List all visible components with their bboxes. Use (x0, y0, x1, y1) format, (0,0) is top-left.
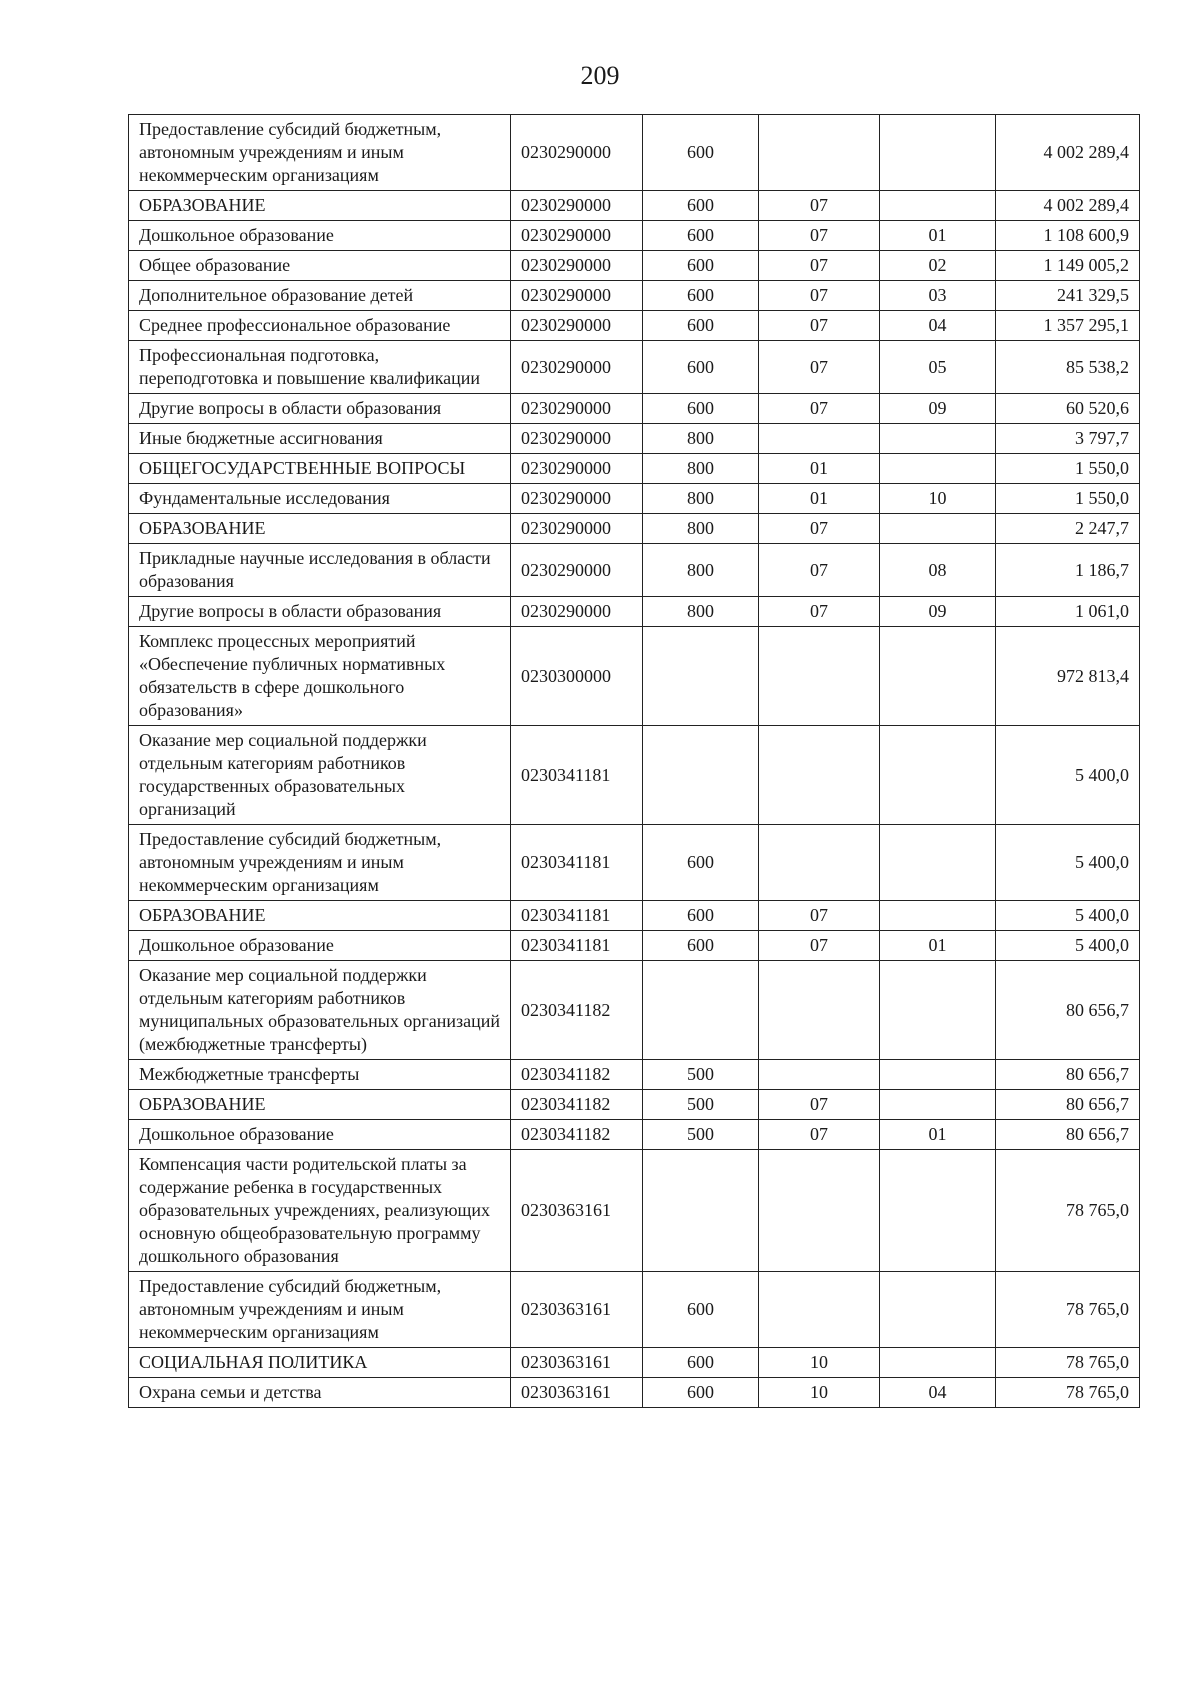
cell-amount: 5 400,0 (996, 931, 1140, 961)
cell-section: 10 (759, 1348, 880, 1378)
cell-name: Прикладные научные исследования в области образования (129, 544, 511, 597)
cell-name: Комплекс процессных мероприятий «Обеспечение публичных нормативных обязательств в сфере дошкольного образования» (129, 627, 511, 726)
cell-target-article: 0230341181 (511, 931, 643, 961)
cell-section: 07 (759, 901, 880, 931)
cell-name: Оказание мер социальной поддержки отдельным категориям работников муниципальных образовательных организаций (межбюджетные трансферты) (129, 961, 511, 1060)
cell-target-article: 0230300000 (511, 627, 643, 726)
table-row (129, 1150, 1140, 1272)
cell-expense-type: 800 (643, 484, 759, 514)
cell-section: 07 (759, 221, 880, 251)
cell-target-article: 0230363161 (511, 1272, 643, 1348)
cell-target-article: 0230290000 (511, 597, 643, 627)
cell-target-article: 0230341182 (511, 961, 643, 1060)
cell-section (759, 1150, 880, 1272)
cell-amount: 78 765,0 (996, 1378, 1140, 1408)
cell-expense-type: 600 (643, 901, 759, 931)
cell-target-article: 0230341181 (511, 825, 643, 901)
cell-subsection: 01 (880, 931, 996, 961)
table-row (129, 627, 1140, 726)
table-row (129, 1348, 1140, 1378)
cell-amount: 78 765,0 (996, 1272, 1140, 1348)
cell-expense-type: 600 (643, 191, 759, 221)
table-row (129, 281, 1140, 311)
cell-section: 07 (759, 931, 880, 961)
cell-expense-type: 600 (643, 221, 759, 251)
cell-section (759, 115, 880, 191)
table-row (129, 394, 1140, 424)
cell-section: 07 (759, 311, 880, 341)
cell-name: Охрана семьи и детства (129, 1378, 511, 1408)
cell-name: Дошкольное образование (129, 1120, 511, 1150)
budget-table-body (129, 115, 1140, 1408)
cell-subsection: 09 (880, 597, 996, 627)
cell-name: ОБРАЗОВАНИЕ (129, 901, 511, 931)
cell-target-article: 0230363161 (511, 1150, 643, 1272)
table-row (129, 484, 1140, 514)
table-row (129, 1378, 1140, 1408)
cell-target-article: 0230290000 (511, 394, 643, 424)
cell-subsection: 02 (880, 251, 996, 281)
table-row (129, 1120, 1140, 1150)
cell-name: Другие вопросы в области образования (129, 394, 511, 424)
cell-name: Межбюджетные трансферты (129, 1060, 511, 1090)
table-row (129, 115, 1140, 191)
cell-section (759, 961, 880, 1060)
cell-expense-type: 600 (643, 394, 759, 424)
cell-amount: 80 656,7 (996, 961, 1140, 1060)
cell-subsection (880, 1150, 996, 1272)
cell-name: Другие вопросы в области образования (129, 597, 511, 627)
cell-expense-type: 600 (643, 341, 759, 394)
cell-section: 01 (759, 454, 880, 484)
cell-amount: 60 520,6 (996, 394, 1140, 424)
cell-subsection: 10 (880, 484, 996, 514)
cell-section: 07 (759, 191, 880, 221)
cell-amount: 85 538,2 (996, 341, 1140, 394)
page-number: 209 (580, 61, 620, 90)
cell-amount: 1 357 295,1 (996, 311, 1140, 341)
cell-subsection (880, 514, 996, 544)
cell-target-article: 0230290000 (511, 251, 643, 281)
table-row (129, 931, 1140, 961)
cell-subsection: 01 (880, 1120, 996, 1150)
cell-amount: 80 656,7 (996, 1090, 1140, 1120)
cell-section: 07 (759, 1120, 880, 1150)
cell-target-article: 0230341182 (511, 1060, 643, 1090)
table-row (129, 1060, 1140, 1090)
cell-name: Дошкольное образование (129, 221, 511, 251)
cell-name: Иные бюджетные ассигнования (129, 424, 511, 454)
cell-name: Оказание мер социальной поддержки отдельным категориям работников государственных образовательных организаций (129, 726, 511, 825)
cell-expense-type (643, 726, 759, 825)
cell-section: 07 (759, 281, 880, 311)
cell-name: Фундаментальные исследования (129, 484, 511, 514)
cell-name: Среднее профессиональное образование (129, 311, 511, 341)
cell-amount: 4 002 289,4 (996, 191, 1140, 221)
cell-expense-type: 600 (643, 1378, 759, 1408)
cell-expense-type (643, 1150, 759, 1272)
cell-subsection (880, 901, 996, 931)
table-row (129, 825, 1140, 901)
table-row (129, 341, 1140, 394)
cell-target-article: 0230290000 (511, 281, 643, 311)
cell-section (759, 726, 880, 825)
cell-expense-type: 600 (643, 115, 759, 191)
cell-target-article: 0230341181 (511, 726, 643, 825)
cell-expense-type: 600 (643, 1272, 759, 1348)
cell-target-article: 0230290000 (511, 191, 643, 221)
cell-amount: 78 765,0 (996, 1150, 1140, 1272)
cell-subsection (880, 1272, 996, 1348)
cell-target-article: 0230290000 (511, 115, 643, 191)
table-row (129, 311, 1140, 341)
cell-subsection (880, 726, 996, 825)
cell-expense-type: 800 (643, 424, 759, 454)
cell-amount: 2 247,7 (996, 514, 1140, 544)
cell-target-article: 0230290000 (511, 454, 643, 484)
cell-amount: 241 329,5 (996, 281, 1140, 311)
cell-section (759, 424, 880, 454)
cell-name: Предоставление субсидий бюджетным, автономным учреждениям и иным некоммерческим организациям (129, 825, 511, 901)
cell-name: Дошкольное образование (129, 931, 511, 961)
cell-target-article: 0230290000 (511, 341, 643, 394)
cell-expense-type: 500 (643, 1060, 759, 1090)
cell-subsection (880, 825, 996, 901)
cell-subsection: 04 (880, 1378, 996, 1408)
cell-subsection: 08 (880, 544, 996, 597)
cell-subsection (880, 1090, 996, 1120)
cell-amount: 5 400,0 (996, 825, 1140, 901)
cell-expense-type: 600 (643, 281, 759, 311)
cell-subsection (880, 961, 996, 1060)
cell-expense-type: 600 (643, 825, 759, 901)
cell-amount: 4 002 289,4 (996, 115, 1140, 191)
cell-section (759, 1272, 880, 1348)
table-row (129, 961, 1140, 1060)
cell-expense-type: 600 (643, 251, 759, 281)
cell-section (759, 1060, 880, 1090)
cell-amount: 972 813,4 (996, 627, 1140, 726)
cell-subsection (880, 627, 996, 726)
cell-target-article: 0230290000 (511, 514, 643, 544)
cell-amount: 1 061,0 (996, 597, 1140, 627)
cell-subsection (880, 424, 996, 454)
cell-target-article: 0230341182 (511, 1120, 643, 1150)
cell-name: ОБЩЕГОСУДАРСТВЕННЫЕ ВОПРОСЫ (129, 454, 511, 484)
cell-subsection (880, 454, 996, 484)
cell-target-article: 0230363161 (511, 1378, 643, 1408)
cell-section (759, 825, 880, 901)
cell-target-article: 0230290000 (511, 311, 643, 341)
cell-expense-type: 800 (643, 514, 759, 544)
table-row (129, 424, 1140, 454)
cell-expense-type: 600 (643, 931, 759, 961)
cell-subsection (880, 115, 996, 191)
cell-amount: 80 656,7 (996, 1120, 1140, 1150)
budget-table (128, 114, 1140, 1408)
cell-section (759, 627, 880, 726)
cell-section: 10 (759, 1378, 880, 1408)
table-row (129, 251, 1140, 281)
cell-name: Компенсация части родительской платы за содержание ребенка в государственных образовательных учреждениях, реализующих основную общеобразовательную программу дошкольного образования (129, 1150, 511, 1272)
cell-subsection (880, 1348, 996, 1378)
cell-name: Общее образование (129, 251, 511, 281)
cell-amount: 80 656,7 (996, 1060, 1140, 1090)
cell-section: 07 (759, 251, 880, 281)
cell-target-article: 0230341182 (511, 1090, 643, 1120)
cell-expense-type: 500 (643, 1120, 759, 1150)
cell-name: Профессиональная подготовка, переподготовка и повышение квалификации (129, 341, 511, 394)
cell-name: СОЦИАЛЬНАЯ ПОЛИТИКА (129, 1348, 511, 1378)
table-row (129, 544, 1140, 597)
cell-subsection (880, 1060, 996, 1090)
cell-subsection: 05 (880, 341, 996, 394)
cell-subsection (880, 191, 996, 221)
cell-section: 07 (759, 514, 880, 544)
cell-name: ОБРАЗОВАНИЕ (129, 191, 511, 221)
cell-expense-type: 800 (643, 597, 759, 627)
table-row (129, 901, 1140, 931)
cell-amount: 1 108 600,9 (996, 221, 1140, 251)
table-row (129, 454, 1140, 484)
table-row (129, 221, 1140, 251)
table-row (129, 1272, 1140, 1348)
cell-section: 07 (759, 341, 880, 394)
cell-target-article: 0230290000 (511, 221, 643, 251)
table-row (129, 726, 1140, 825)
cell-subsection: 03 (880, 281, 996, 311)
cell-amount: 78 765,0 (996, 1348, 1140, 1378)
cell-section: 07 (759, 1090, 880, 1120)
cell-amount: 1 550,0 (996, 454, 1140, 484)
cell-name: Предоставление субсидий бюджетным, автономным учреждениям и иным некоммерческим организациям (129, 115, 511, 191)
cell-amount: 5 400,0 (996, 726, 1140, 825)
cell-name: Дополнительное образование детей (129, 281, 511, 311)
cell-subsection: 04 (880, 311, 996, 341)
cell-subsection: 01 (880, 221, 996, 251)
cell-target-article: 0230341181 (511, 901, 643, 931)
cell-section: 07 (759, 394, 880, 424)
table-row (129, 191, 1140, 221)
cell-target-article: 0230363161 (511, 1348, 643, 1378)
cell-expense-type: 800 (643, 544, 759, 597)
cell-name: Предоставление субсидий бюджетным, автономным учреждениям и иным некоммерческим организациям (129, 1272, 511, 1348)
cell-expense-type: 800 (643, 454, 759, 484)
table-row (129, 1090, 1140, 1120)
cell-section: 07 (759, 544, 880, 597)
cell-expense-type: 600 (643, 1348, 759, 1378)
table-row (129, 597, 1140, 627)
cell-expense-type: 600 (643, 311, 759, 341)
cell-expense-type (643, 961, 759, 1060)
cell-name: ОБРАЗОВАНИЕ (129, 1090, 511, 1120)
cell-subsection: 09 (880, 394, 996, 424)
cell-amount: 1 149 005,2 (996, 251, 1140, 281)
table-row (129, 514, 1140, 544)
cell-amount: 3 797,7 (996, 424, 1140, 454)
cell-section: 01 (759, 484, 880, 514)
cell-expense-type (643, 627, 759, 726)
cell-target-article: 0230290000 (511, 544, 643, 597)
cell-amount: 1 186,7 (996, 544, 1140, 597)
cell-target-article: 0230290000 (511, 484, 643, 514)
cell-amount: 1 550,0 (996, 484, 1140, 514)
cell-section: 07 (759, 597, 880, 627)
cell-name: ОБРАЗОВАНИЕ (129, 514, 511, 544)
cell-target-article: 0230290000 (511, 424, 643, 454)
cell-amount: 5 400,0 (996, 901, 1140, 931)
cell-expense-type: 500 (643, 1090, 759, 1120)
